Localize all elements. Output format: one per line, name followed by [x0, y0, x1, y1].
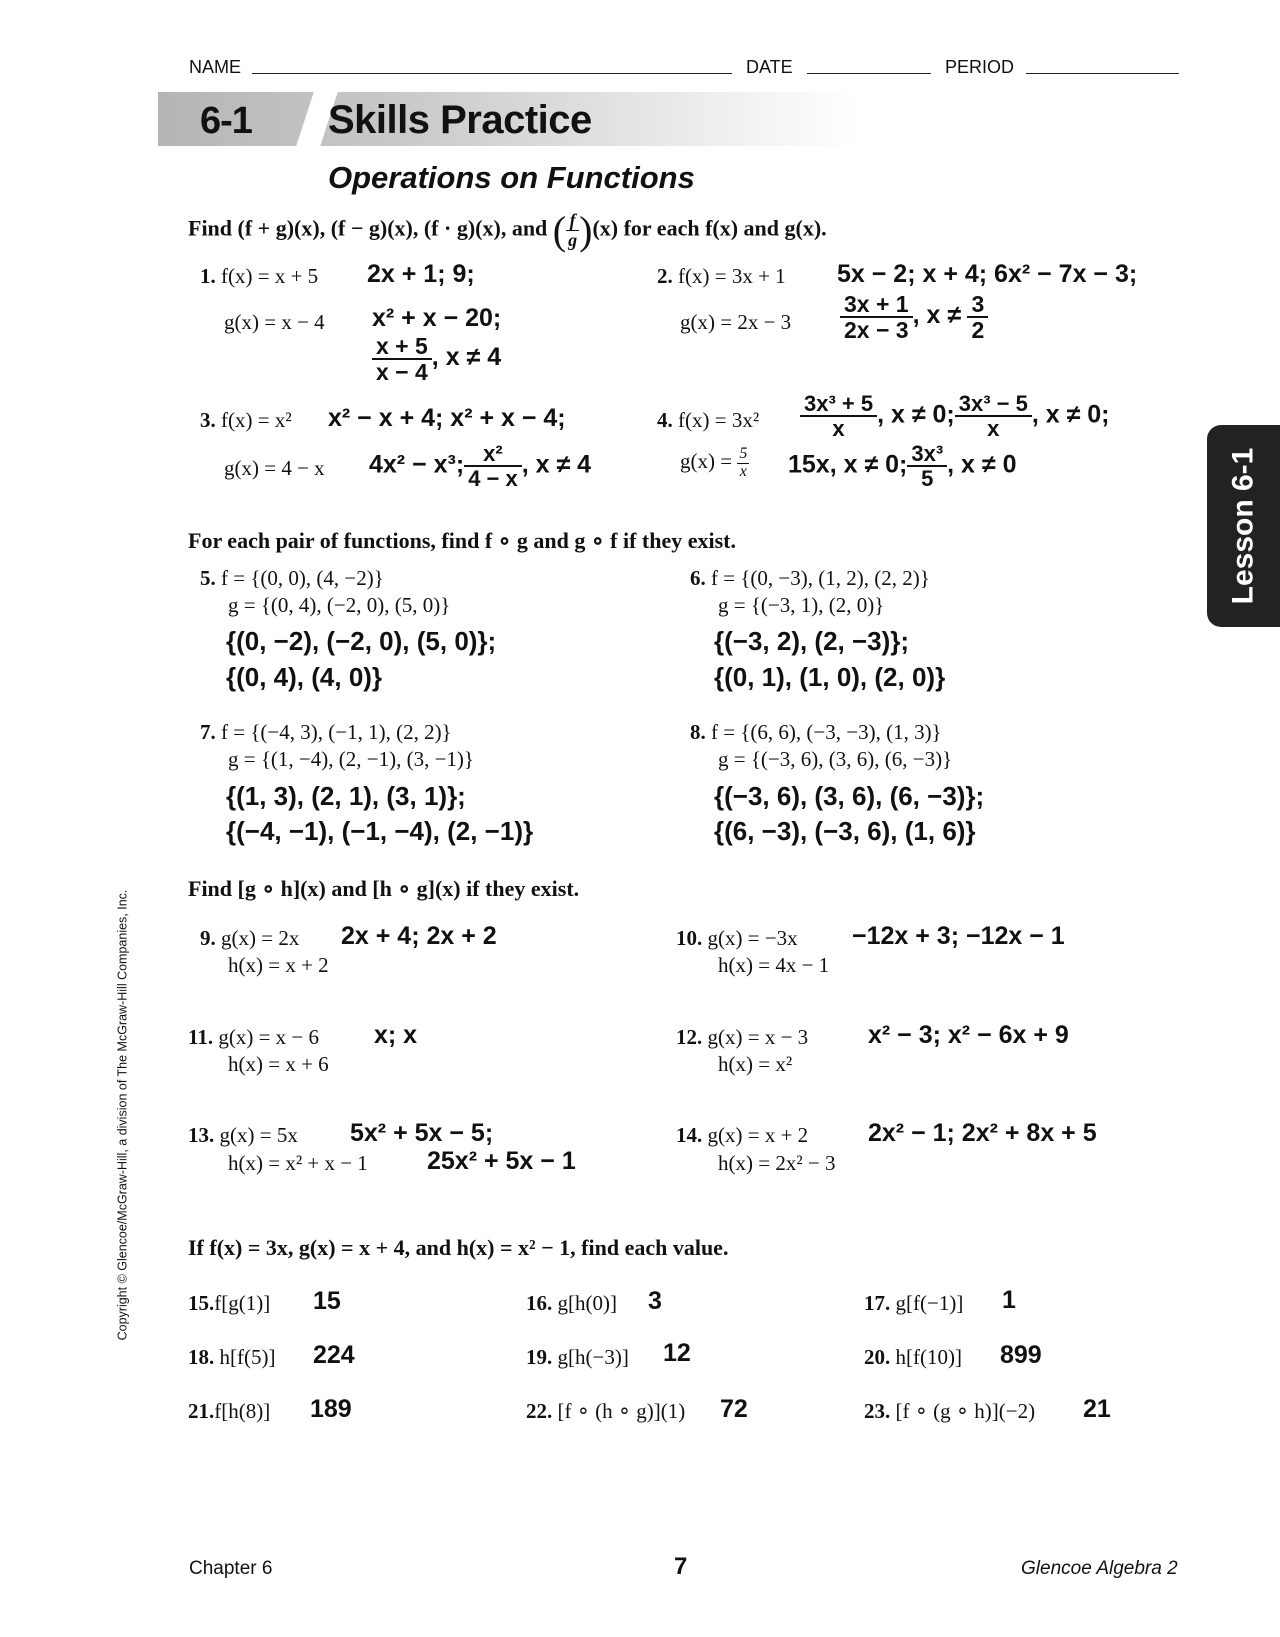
- problem-13-g: 13. g(x) = 5x: [188, 1123, 298, 1147]
- problem-1-answer-3: $\frac{x + 5}{x - 4}$ , x ≠ 4: [372, 334, 501, 384]
- problem-11-h: h(x) = x + 6: [228, 1052, 329, 1076]
- problem-2-answer-1: 5x − 2; x + 4; 6x² − 7x − 3;: [837, 260, 1138, 288]
- problem-13-answer-2: 25x² + 5x − 1: [427, 1147, 576, 1175]
- problem-4-f: 4. f(x) = 3x²: [657, 408, 760, 432]
- problem-4-g: g(x) = $\frac{5}{x}$: [680, 445, 748, 480]
- problem-1-f: 1. f(x) = x + 5: [200, 264, 319, 288]
- problem-6-g: g = {(−3, 1), (2, 0)}: [718, 593, 885, 617]
- section2-instruction: For each pair of functions, find f ∘ g and g ∘ f if they exist.: [188, 528, 737, 553]
- problem-4-answer-1: $\frac{\text{3x³ + 5}}{x}$ , x ≠ 0; $\frac{\text{3x³ − 5}}{x}$ , x ≠ 0;: [800, 392, 1110, 440]
- problem-6-answer-2: {(0, 1), (1, 0), (2, 0)}: [714, 662, 946, 692]
- period-label: PERIOD: [945, 57, 1015, 77]
- problem-14-g: 14. g(x) = x + 2: [676, 1123, 809, 1147]
- problem-20: 20. h[f(10)]: [864, 1345, 962, 1369]
- problem-23: 23. [f ∘ (g ∘ h)](−2): [864, 1399, 1036, 1423]
- problem-3-g: g(x) = 4 − x: [224, 456, 325, 480]
- footer-page-number: 7: [674, 1553, 688, 1580]
- lesson-number: 6-1: [200, 100, 252, 142]
- problem-22-answer: 72: [720, 1395, 748, 1423]
- problem-2-f: 2. f(x) = 3x + 1: [657, 264, 786, 288]
- problem-17: 17. g[f(−1)]: [864, 1291, 964, 1315]
- problem-19: 19. g[h(−3)]: [526, 1345, 629, 1369]
- problem-8-f: 8. f = {(6, 6), (−3, −3), (1, 3)}: [690, 720, 942, 744]
- problem-18: 18. h[f(5)]: [188, 1345, 276, 1369]
- problem-22: 22. [f ∘ (h ∘ g)](1): [526, 1399, 686, 1423]
- section4-instruction: If f(x) = 3x, g(x) = x + 4, and h(x) = x² − 1, find each value.: [188, 1235, 729, 1260]
- problem-2-g: g(x) = 2x − 3: [680, 310, 792, 334]
- problem-15: 15.f[g(1)]: [188, 1291, 271, 1315]
- problem-12-h: h(x) = x²: [718, 1052, 793, 1076]
- name-label: NAME: [189, 57, 242, 77]
- problem-9-h: h(x) = x + 2: [228, 953, 329, 977]
- problem-1-g: g(x) = x − 4: [224, 310, 325, 334]
- problem-4-answer-2: 15x, x ≠ 0; $\frac{\text{3x³}}{5}$ , x ≠ 0: [788, 441, 1017, 492]
- footer-book-title: Glencoe Algebra 2: [1021, 1558, 1178, 1579]
- problem-13-h: h(x) = x² + x − 1: [228, 1151, 368, 1175]
- problem-5-g: g = {(0, 4), (−2, 0), (5, 0)}: [228, 593, 451, 617]
- name-line: [252, 73, 732, 74]
- problem-13-answer-1: 5x² + 5x − 5;: [350, 1119, 494, 1147]
- problem-3-answer-1: x² − x + 4; x² + x − 4;: [328, 404, 566, 432]
- problem-16: 16. g[h(0)]: [526, 1291, 617, 1315]
- problem-8-g: g = {(−3, 6), (3, 6), (6, −3)}: [718, 747, 953, 771]
- problem-8-answer-2: {(6, −3), (−3, 6), (1, 6)}: [714, 816, 976, 846]
- problem-7-answer-2: {(−4, −1), (−1, −4), (2, −1)}: [226, 816, 534, 846]
- problem-18-answer: 224: [313, 1341, 355, 1369]
- problem-14-h: h(x) = 2x² − 3: [718, 1151, 836, 1175]
- problem-23-answer: 21: [1083, 1395, 1111, 1423]
- problem-14-answer: 2x² − 1; 2x² + 8x + 5: [868, 1119, 1097, 1147]
- problem-6-answer-1: {(−3, 2), (2, −3)};: [714, 626, 910, 656]
- problem-21-answer: 189: [310, 1395, 352, 1423]
- problem-20-answer: 899: [1000, 1341, 1042, 1369]
- problem-12-g: 12. g(x) = x − 3: [676, 1025, 809, 1049]
- problem-10-g: 10. g(x) = −3x: [676, 926, 798, 950]
- section1-frac-num: f: [566, 211, 579, 231]
- problem-15-answer: 15: [313, 1287, 341, 1315]
- problem-7-f: 7. f = {(−4, 3), (−1, 1), (2, 2)}: [200, 720, 452, 744]
- section1-frac-den: g: [568, 230, 578, 250]
- lesson-side-tab-label: Lesson 6-1: [1226, 447, 1260, 605]
- page-title: Skills Practice: [328, 98, 592, 142]
- problem-3-answer-2: 4x² − x³; $\frac{\text{x²}}{4 - x}$ , x ≠ 4: [369, 441, 592, 492]
- date-line: [807, 73, 931, 74]
- problem-11-answer: x; x: [374, 1021, 418, 1049]
- problem-5-answer-1: {(0, −2), (−2, 0), (5, 0)};: [226, 626, 497, 656]
- copyright-wrap: [112, 870, 132, 1360]
- problem-12-answer: x² − 3; x² − 6x + 9: [868, 1021, 1069, 1049]
- section3-instruction: Find [g ∘ h](x) and [h ∘ g](x) if they exist.: [188, 876, 580, 901]
- section1-instruction-post: (x) for each f(x) and g(x).: [592, 215, 827, 241]
- section1-instruction-pre: Find (f + g)(x), (f − g)(x), (f · g)(x), and: [188, 215, 548, 241]
- problem-5-answer-2: {(0, 4), (4, 0)}: [226, 662, 383, 692]
- problem-7-g: g = {(1, −4), (2, −1), (3, −1)}: [228, 747, 474, 771]
- problem-10-h: h(x) = 4x − 1: [718, 953, 830, 977]
- copyright-text: Copyright © Glencoe/McGraw-Hill, a division of The McGraw-Hill Companies, Inc.: [115, 889, 130, 1341]
- problem-1-answer-1: 2x + 1; 9;: [367, 260, 475, 288]
- problem-19-answer: 12: [663, 1339, 691, 1367]
- footer-chapter: Chapter 6: [189, 1558, 273, 1579]
- problem-17-answer: 1: [1002, 1286, 1016, 1314]
- problem-16-answer: 3: [648, 1287, 662, 1315]
- problem-9-answer: 2x + 4; 2x + 2: [341, 922, 497, 950]
- period-line: [1026, 73, 1179, 74]
- problem-11-g: 11. g(x) = x − 6: [188, 1025, 320, 1049]
- problem-6-f: 6. f = {(0, −3), (1, 2), (2, 2)}: [690, 566, 930, 590]
- problem-7-answer-1: {(1, 3), (2, 1), (3, 1)};: [226, 781, 466, 811]
- lesson-side-tab-wrap: [1207, 425, 1280, 627]
- problem-2-answer-2: $\frac{3x + 1}{2x - 3}$ , x ≠ $\frac{3}{2}$: [840, 292, 988, 342]
- problem-21: 21.f[h(8)]: [188, 1399, 271, 1423]
- problem-8-answer-1: {(−3, 6), (3, 6), (6, −3)};: [714, 781, 985, 811]
- date-label: DATE: [746, 57, 793, 77]
- problem-5-f: 5. f = {(0, 0), (4, −2)}: [200, 566, 384, 590]
- problem-10-answer: −12x + 3; −12x − 1: [852, 922, 1065, 950]
- problem-3-f: 3. f(x) = x²: [200, 408, 292, 432]
- page-subtitle: Operations on Functions: [328, 160, 695, 195]
- section1-instruction: Find (f + g)(x), (f − g)(x), (f · g)(x), and ( $\frac{f}{g}$ )(x) for each f(x) and g(x).: [188, 208, 827, 253]
- problem-1-answer-2: x² + x − 20;: [372, 304, 502, 332]
- problem-9-g: 9. g(x) = 2x: [200, 926, 300, 950]
